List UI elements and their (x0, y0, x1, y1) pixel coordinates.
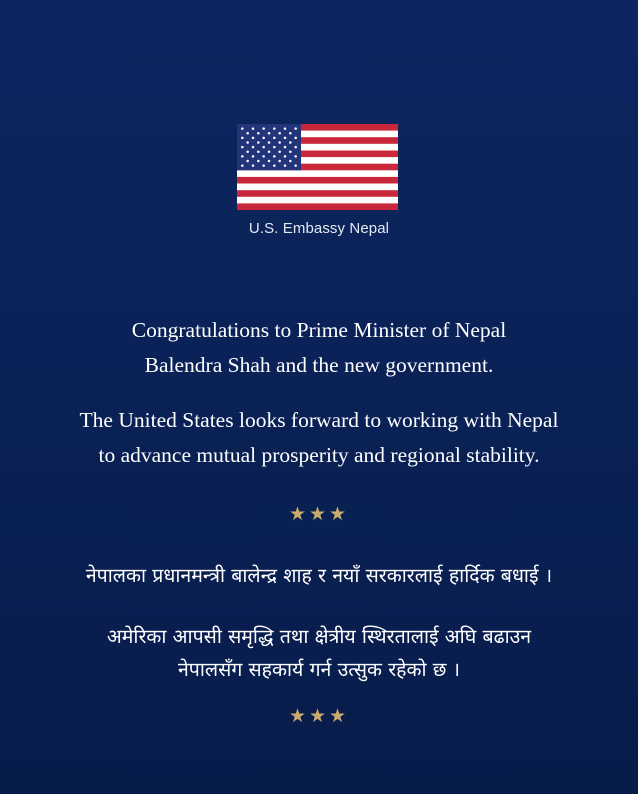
star-divider-top: ★★★ (288, 503, 350, 525)
nepali-congratulations-line-1: नेपालका प्रधानमन्त्री बालेन्द्र शाह र नयाँ सरकारलाई हार्दिक बधाई । (85, 564, 553, 587)
embassy-name: U.S. Embassy Nepal (248, 220, 390, 237)
english-cooperation-text (0, 403, 638, 473)
star-divider-bottom: ★★★ (288, 705, 350, 727)
nepali-cooperation-text (0, 620, 638, 686)
us-flag-icon (237, 124, 398, 210)
nepali-cooperation-line-1: अमेरिका आपसी समृद्धि तथा क्षेत्रीय स्थिरतालाई अघि बढाउन (106, 625, 532, 648)
english-cooperation-line-2: to advance mutual prosperity and regional stability. (98, 443, 540, 467)
english-congratulations-line-1: Congratulations to Prime Minister of Nepal (131, 318, 507, 342)
english-congratulations-line-2: Balendra Shah and the new government. (144, 353, 494, 377)
nepali-cooperation-line-2: नेपालसँग सहकार्य गर्न उत्सुक रहेको छ । (177, 658, 461, 681)
english-congratulations-text (0, 313, 638, 383)
nepali-congratulations-text (0, 559, 638, 592)
english-cooperation-line-1: The United States looks forward to working with Nepal (79, 408, 559, 432)
